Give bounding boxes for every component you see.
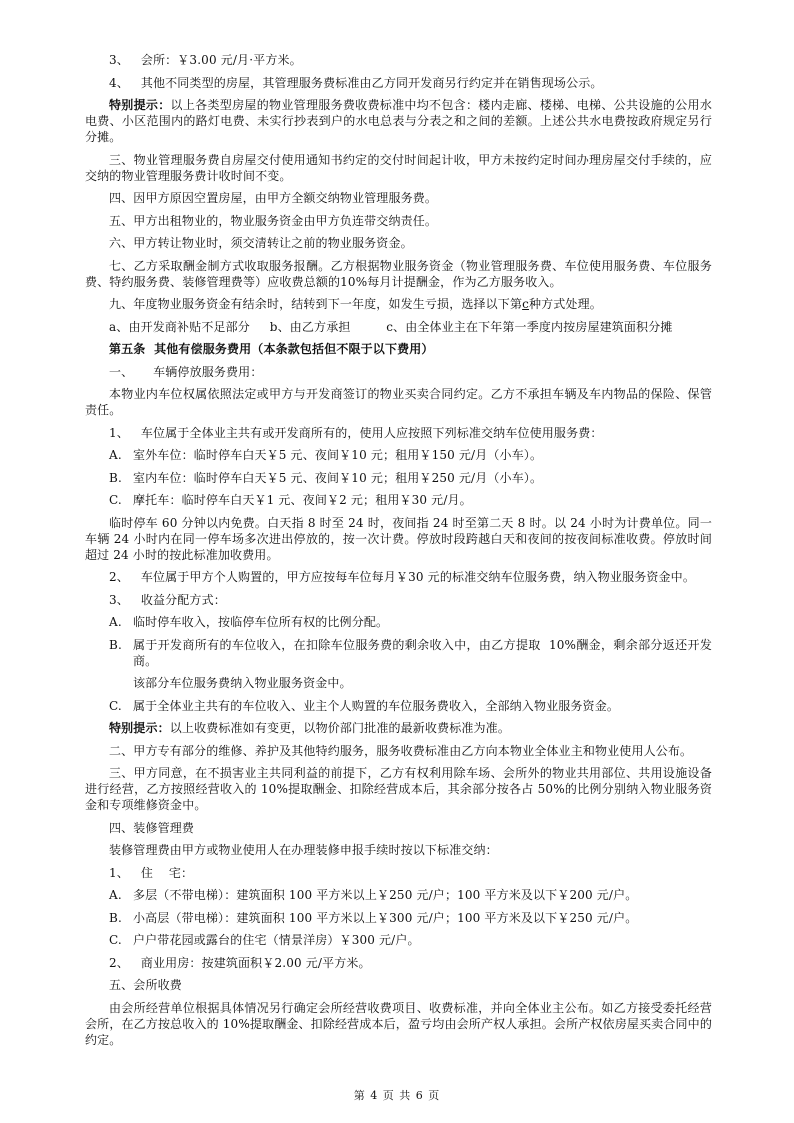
- page-content: [85, 52, 712, 1054]
- list-item: [85, 887, 712, 903]
- subsection-heading: 一、 车辆停放服务费用：: [109, 364, 263, 379]
- item-text: 属于全体业主共有的车位收入、业主个人购置的车位服务费收入，全部纳入物业服务资金。: [133, 698, 620, 713]
- paragraph: 2、 商业用房：按建筑面积￥2.00 元/平方米。: [109, 955, 371, 970]
- paragraph: 临时停车 60 分钟以内免费。白天指 8 时至 24 时，夜间指 24 时至第二天 8 时。以 24 小时为计费单位。同一车辆 24 小时内在同一停车场多次进出停放的，按一次计费。停放时段跨越白天和夜间的按夜间标准收费。停放时间超过 24 小时的按此标准加收费用。: [85, 515, 712, 562]
- subsection-heading: 五、会所收费: [109, 978, 182, 992]
- special-notice-text: 以上收费标准如有变更，以物价部门批准的最新收费标准为准。: [169, 721, 510, 735]
- item-label: B.: [109, 470, 122, 485]
- item-text: 属于开发商所有的车位收入，在扣除车位服务费的剩余收入中，由乙方提取 10%酬金，剩余部分返还开发商。: [133, 637, 712, 668]
- list-item: [85, 614, 712, 630]
- paragraph-text: 九、年度物业服务资金有结余时，结转到下一年度，如发生亏损，选择以下第: [109, 297, 523, 311]
- item-label: B.: [109, 637, 122, 652]
- item-label: B.: [109, 910, 122, 925]
- paragraph: 1、 住 宅：: [109, 865, 194, 880]
- paragraph: 本物业内车位权属依照法定或甲方与开发商签订的物业买卖合同约定。乙方不承担车辆及车内物品的保险、保管责任。: [85, 387, 712, 417]
- paragraph: 七、乙方采取酬金制方式收取服务报酬。乙方根据物业服务资金（物业管理服务费、车位使用服务费、车位服务费、特约服务费、装修管理费等）应收费总额的10%每月计提酬金，作为乙方服务收入。: [85, 258, 712, 289]
- paragraph: 三、物业管理服务费自房屋交付使用通知书约定的交付时间起计收，甲方未按约定时间办理房屋交付手续的，应交纳的物业管理服务费计收时间不变。: [85, 152, 712, 183]
- item-text: 临时停车收入，按临停车位所有权的比例分配。: [133, 615, 389, 629]
- choice-value: c: [522, 297, 529, 311]
- paragraph-text: 种方式处理。: [528, 297, 602, 311]
- paragraph: [85, 296, 712, 312]
- paragraph: 1、 车位属于全体业主共有或开发商所有的，使用人应按照下列标准交纳车位使用服务费：: [109, 425, 603, 440]
- special-notice-label: 特别提示：: [109, 721, 170, 735]
- item-text: 室外车位：临时停车白天￥5 元、夜间￥10 元；租用￥150 元/月（小车）。: [133, 448, 543, 462]
- paragraph: 2、 车位属于甲方个人购置的，甲方应按每车位每月￥30 元的标准交纳车位服务费，纳入物业服务资金中。: [109, 570, 695, 584]
- paragraph: 三、甲方同意，在不损害业主共同利益的前提下，乙方有权利用除车场、会所外的物业共用部位、共用设施设备进行经营，乙方按照经营收入的 10%提取酬金、扣除经营成本后，其余部分按各占 50%的比例分别纳入物业服务资金和专项维修资金中。: [85, 766, 712, 812]
- list-item: [85, 698, 712, 714]
- item-text: 室内车位：临时停车白天￥5 元、夜间￥10 元；租用￥250 元/月（小车）。: [133, 470, 543, 485]
- list-item: [85, 637, 712, 669]
- item-text: 多层（不带电梯）：建筑面积 100 平方米以上￥250 元/户；100 平方米及以下￥200 元/户。: [133, 888, 638, 902]
- paragraph: 4、 其他不同类型的房屋，其管理服务费标准由乙方同开发商另行约定并在销售现场公示。: [109, 75, 603, 90]
- item-label: C.: [109, 493, 122, 507]
- list-item: [85, 932, 712, 948]
- subsection-heading: 四、装修管理费: [109, 820, 195, 835]
- item-text: 摩托车：临时停车白天￥1 元、夜间￥2 元；租用￥30 元/月。: [133, 493, 472, 507]
- paragraph: 由会所经营单位根据具体情况另行确定会所经营收费项目、收费标准，并向全体业主公布。如乙方接受委托经营会所，在乙方按总收入的 10%提取酬金、扣除经营成本后，盈亏均由会所产权人承担。会所产权依房屋买卖合同中的约定。: [85, 1000, 712, 1047]
- list-item: [85, 910, 712, 926]
- special-notice: [85, 97, 712, 145]
- paragraph: 二、甲方专有部分的维修、养护及其他特约服务，服务收费标准由乙方向本物业全体业主和物业使用人公布。: [109, 743, 693, 758]
- item-label: C.: [109, 698, 122, 713]
- item-text: 小高层（带电梯）：建筑面积 100 平方米以上￥300 元/户；100 平方米及以下￥250 元/户。: [133, 910, 638, 925]
- paragraph: 装修管理费由甲方或物业使用人在办理装修申报手续时按以下标准交纳：: [109, 843, 498, 857]
- paragraph: 五、甲方出租物业的，物业服务资金由甲方负连带交纳责任。: [109, 213, 438, 228]
- item-label: C.: [109, 933, 122, 947]
- item-label: A.: [109, 888, 122, 902]
- list-item: [85, 492, 712, 508]
- options-line: a、由开发商补贴不足部分 b、由乙方承担 c、由全体业主在下年第一季度内按房屋建筑面积分摊: [109, 319, 673, 334]
- list-item: [85, 447, 712, 463]
- special-notice-label: 特别提示：: [109, 98, 171, 112]
- paragraph: 四、因甲方原因空置房屋，由甲方全额交纳物业管理服务费。: [109, 191, 438, 205]
- paragraph: 六、甲方转让物业时，须交清转让之前的物业服务资金。: [109, 236, 413, 250]
- section-heading: 第五条 其他有偿服务费用（本条款包括但不限于以下费用）: [109, 342, 434, 356]
- paragraph: 该部分车位服务费纳入物业服务资金中。: [133, 676, 352, 690]
- item-text: 户户带花园或露台的住宅（情景洋房）￥300 元/户。: [133, 933, 420, 947]
- special-notice-text: 以上各类型房屋的物业管理服务费收费标准中均不包含：楼内走廊、楼梯、电梯、公共设施的公用水电费、小区范围内的路灯电费、未实行抄表到户的水电总表与分表之和之间的差额。上述公共水电费按政府规定另行分摊。: [85, 98, 712, 144]
- paragraph: 3、 收益分配方式：: [109, 592, 226, 607]
- page-number: 第 4 页 共 6 页: [353, 1089, 441, 1102]
- special-notice: [85, 720, 712, 736]
- list-item: [85, 470, 712, 486]
- item-label: A.: [109, 448, 122, 462]
- item-label: A.: [109, 615, 122, 629]
- paragraph: 3、 会所：￥3.00 元/月·平方米。: [109, 53, 302, 67]
